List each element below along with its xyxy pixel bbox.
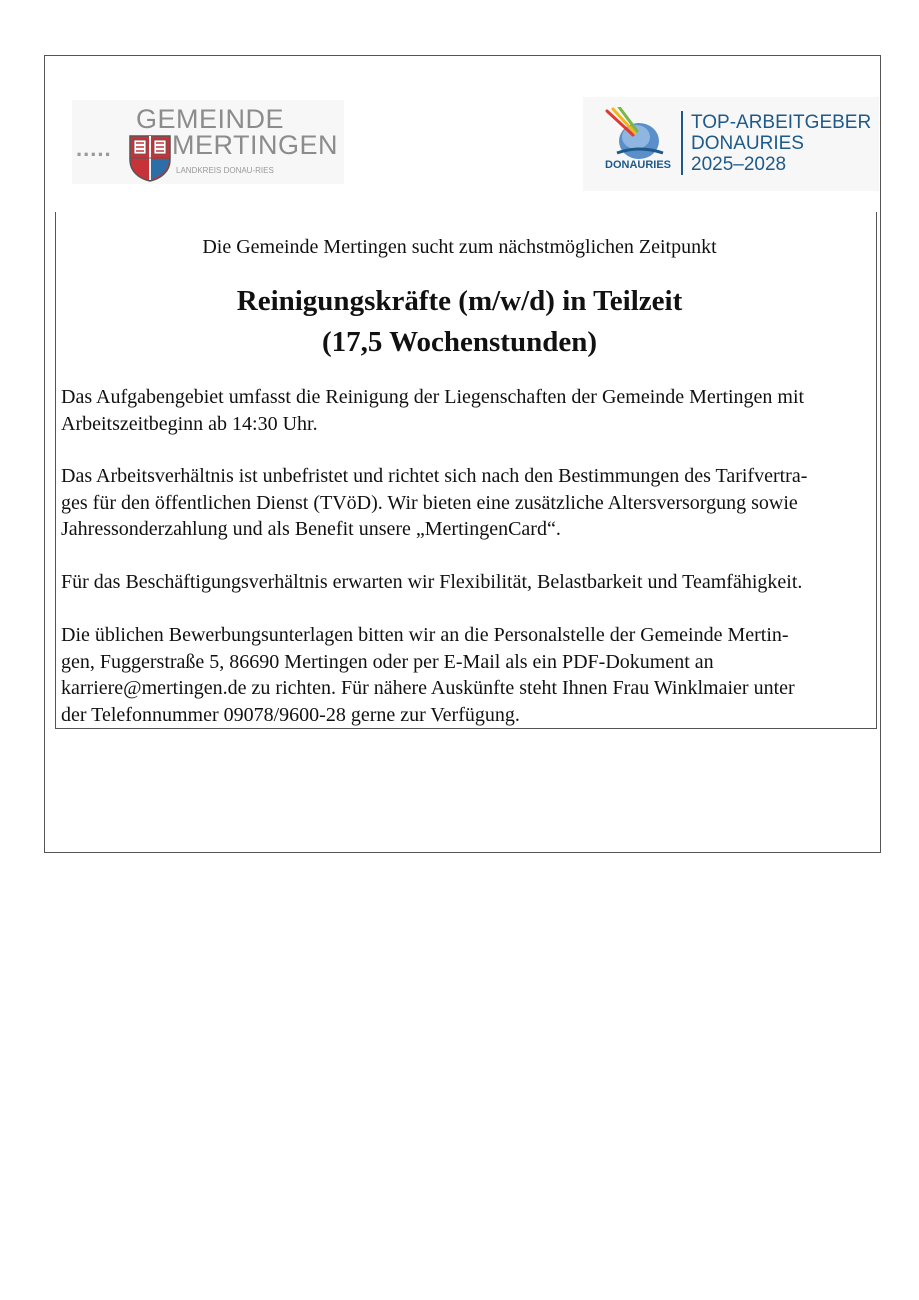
donauries-swirl-icon: [603, 107, 673, 163]
award-line-3: 2025–2028: [691, 154, 787, 175]
paragraph-tasks: Das Aufgabengebiet umfasst die Reinigung der Liegenschaften der Gemeinde Mertingen mit Arbeitszeitbeginn ab 14:30 Uhr.: [61, 386, 805, 435]
coat-of-arms-icon: [128, 134, 172, 182]
paragraph-employment-terms: Das Arbeitsverhältnis ist unbefristet und richtet sich nach den Bestimmungen des Tarifvertra- ges für den öffentlichen Dienst (TVöD). Wir bieten eine zusätzliche Altersversorgung sowie Jahressonderzahlung und als Benefit unsere „MertingenCard“.: [61, 465, 808, 540]
logo-dots: .....: [76, 136, 112, 161]
gemeinde-mertingen-logo: [72, 100, 344, 184]
top-arbeitgeber-logo: [583, 97, 879, 191]
job-title-line-1: Reinigungskräfte (m/w/d) in Teilzeit: [236, 285, 683, 317]
donauries-brand-label: DONAURIES: [605, 159, 672, 171]
logo-line-mertingen: MERTINGEN: [172, 130, 339, 160]
paragraph-expectations: Für das Beschäftigungsverhältnis erwarten wir Flexibilität, Belastbarkeit und Teamfähigkeit.: [61, 571, 803, 593]
job-title-line-2: (17,5 Wochenstunden): [321, 326, 598, 358]
ad-intro: Die Gemeinde Mertingen sucht zum nächstmöglichen Zeitpunkt: [202, 236, 717, 258]
paragraph-application-contact: Die üblichen Bewerbungsunterlagen bitten wir an die Personalstelle der Gemeinde Mertin- gen, Fuggerstraße 5, 86690 Mertingen oder per E-Mail als ein PDF-Dokument an karriere@mertingen.de zu richten. Für nähere Auskünfte steht Ihnen Frau Winklmaier unter der Telefonnummer 09078/9600-28 gerne zur Verfügung.: [61, 624, 795, 726]
job-title: [0, 281, 919, 363]
logo-divider: [681, 111, 683, 175]
logo-subtitle: LANDKREIS DONAU-RIES: [176, 166, 274, 175]
award-line-1: TOP-ARBEITGEBER: [691, 112, 872, 133]
logo-line-gemeinde: GEMEINDE: [136, 104, 285, 134]
award-line-2: DONAURIES: [691, 133, 804, 154]
